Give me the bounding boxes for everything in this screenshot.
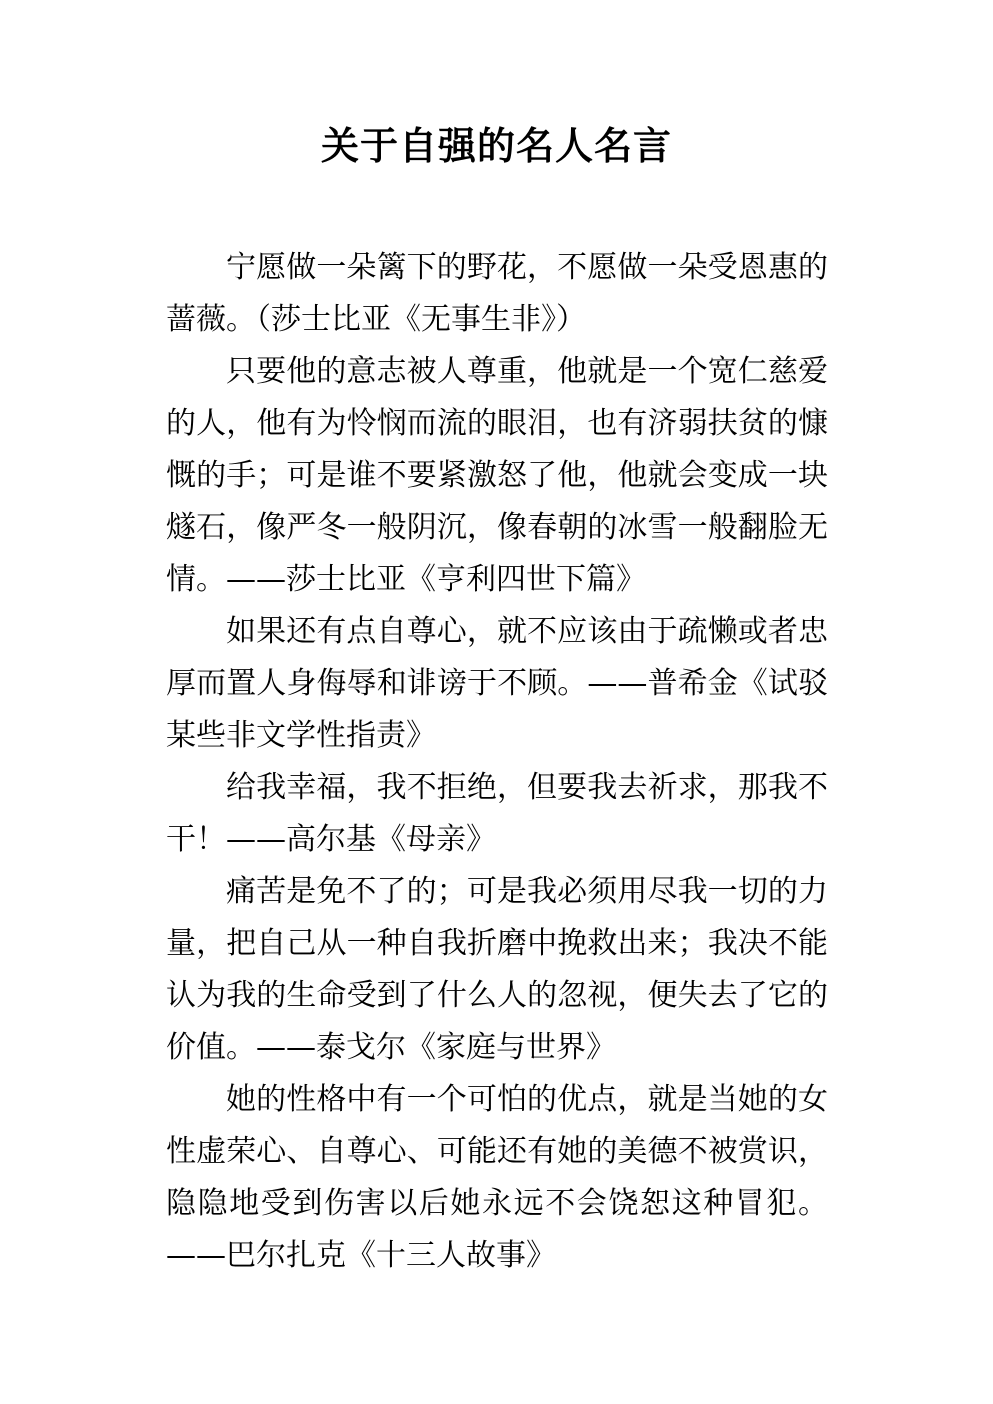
quote-paragraph: 如果还有点自尊心，就不应该由于疏懒或者忠厚而置人身侮辱和诽谤于不顾。——普希金《试驳某些非文学性指责》: [166, 614, 828, 753]
document-body: [166, 242, 828, 1282]
quote-paragraph: 给我幸福，我不拒绝，但要我去祈求，那我不干！——高尔基《母亲》: [166, 770, 828, 857]
quote-paragraph: 她的性格中有一个可怕的优点，就是当她的女性虚荣心、自尊心、可能还有她的美德不被赏识，隐隐地受到伤害以后她永远不会饶恕这种冒犯。——巴尔扎克《十三人故事》: [166, 1082, 828, 1273]
quote-paragraph: 宁愿做一朵篱下的野花，不愿做一朵受恩惠的蔷薇。（莎士比亚《无事生非》）: [166, 250, 828, 337]
document-title: 关于自强的名人名言: [320, 124, 672, 168]
quote-paragraph: 只要他的意志被人尊重，他就是一个宽仁慈爱的人，他有为怜悯而流的眼泪，也有济弱扶贫的慷慨的手；可是谁不要紧激怒了他，他就会变成一块燧石，像严冬一般阴沉，像春朝的冰雪一般翻脸无情。——莎士比亚《亨利四世下篇》: [166, 354, 828, 597]
quote-paragraph: 痛苦是免不了的；可是我必须用尽我一切的力量，把自己从一种自我折磨中挽救出来；我决不能认为我的生命受到了什么人的忽视，便失去了它的价值。——泰戈尔《家庭与世界》: [166, 874, 828, 1065]
